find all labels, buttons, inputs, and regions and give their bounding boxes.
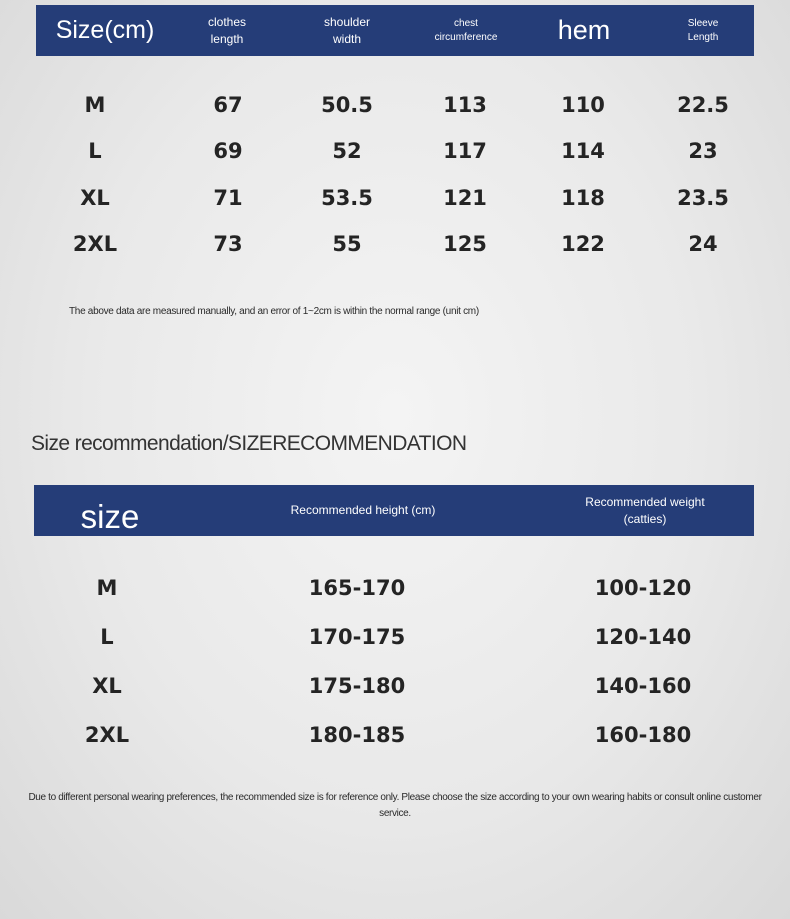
header-size-label: Size(cm) <box>55 15 155 44</box>
recommendation-header <box>34 485 754 536</box>
cell-clothes-length: 71 <box>213 186 243 210</box>
cell-hem: 118 <box>561 186 605 210</box>
cell-height: 180-185 <box>308 723 406 747</box>
header-shoulder-width <box>324 5 370 56</box>
recommendation-disclaimer: Due to different personal wearing preferences, the recommended size is for reference only. Please choose the size according to your own wearing habits or consult online customer service. <box>28 792 762 819</box>
header-chest-line2: circumference <box>434 31 498 43</box>
cell-hem: 122 <box>561 232 605 256</box>
header-clothes-length-line2: length <box>210 31 244 46</box>
cell-size: L <box>100 625 114 649</box>
size-chart-row <box>0 139 790 169</box>
cell-height: 165-170 <box>308 576 406 600</box>
cell-shoulder-width: 52 <box>332 139 362 163</box>
header-weight-line1: Recommended weight <box>585 495 705 510</box>
header-shoulder-width-line2: width <box>332 31 361 46</box>
recommendation-row <box>0 576 790 606</box>
header-clothes-length-line1: clothes <box>207 15 247 30</box>
cell-sleeve: 24 <box>688 232 718 256</box>
cell-weight: 120-140 <box>594 625 692 649</box>
header-recommended-height <box>291 485 436 536</box>
recommendation-row <box>0 674 790 704</box>
cell-weight: 100-120 <box>594 576 692 600</box>
size-chart-row <box>0 93 790 123</box>
cell-chest: 125 <box>443 232 487 256</box>
header-chest-circumference <box>435 5 498 56</box>
header-chest-line1: chest <box>454 18 478 29</box>
header-size <box>56 5 155 56</box>
measurement-note: The above data are measured manually, and an error of 1~2cm is within the normal range (unit cm) <box>69 306 479 317</box>
cell-chest: 113 <box>443 93 487 117</box>
cell-height: 170-175 <box>308 625 406 649</box>
cell-shoulder-width: 55 <box>332 232 362 256</box>
header-size-label: size <box>80 498 140 536</box>
cell-size: 2XL <box>84 723 130 747</box>
cell-hem: 114 <box>561 139 605 163</box>
size-chart-header <box>36 5 754 56</box>
recommendation-title: Size recommendation/SIZERECOMMENDATION <box>31 432 467 455</box>
cell-sleeve: 23 <box>688 139 718 163</box>
header-weight-line2: (catties) <box>623 511 667 526</box>
cell-shoulder-width: 50.5 <box>321 93 373 117</box>
cell-size: M <box>84 93 106 117</box>
header-recommended-weight <box>585 485 704 536</box>
recommendation-row <box>0 625 790 655</box>
cell-size: L <box>88 139 102 163</box>
cell-shoulder-width: 53.5 <box>321 186 373 210</box>
header-height-label: Recommended height (cm) <box>290 503 436 518</box>
cell-hem: 110 <box>561 93 605 117</box>
header-sleeve-line2: Length <box>687 31 719 43</box>
recommendation-row <box>0 723 790 753</box>
header-size <box>81 485 140 536</box>
header-hem <box>558 5 611 56</box>
cell-size: XL <box>80 186 110 210</box>
cell-weight: 140-160 <box>594 674 692 698</box>
header-clothes-length <box>208 5 246 56</box>
header-sleeve-line1: Sleeve <box>687 18 719 29</box>
cell-clothes-length: 73 <box>213 232 243 256</box>
cell-clothes-length: 67 <box>213 93 243 117</box>
header-shoulder-width-line1: shoulder <box>323 15 371 30</box>
cell-size: M <box>96 576 118 600</box>
header-hem-label: hem <box>557 15 611 46</box>
cell-height: 175-180 <box>308 674 406 698</box>
size-chart-row <box>0 232 790 262</box>
cell-clothes-length: 69 <box>213 139 243 163</box>
cell-chest: 121 <box>443 186 487 210</box>
cell-chest: 117 <box>443 139 487 163</box>
size-chart-row <box>0 186 790 216</box>
cell-weight: 160-180 <box>594 723 692 747</box>
cell-sleeve: 22.5 <box>677 93 729 117</box>
cell-size: 2XL <box>72 232 118 256</box>
cell-sleeve: 23.5 <box>677 186 729 210</box>
cell-size: XL <box>92 674 122 698</box>
header-sleeve-length <box>688 5 719 56</box>
